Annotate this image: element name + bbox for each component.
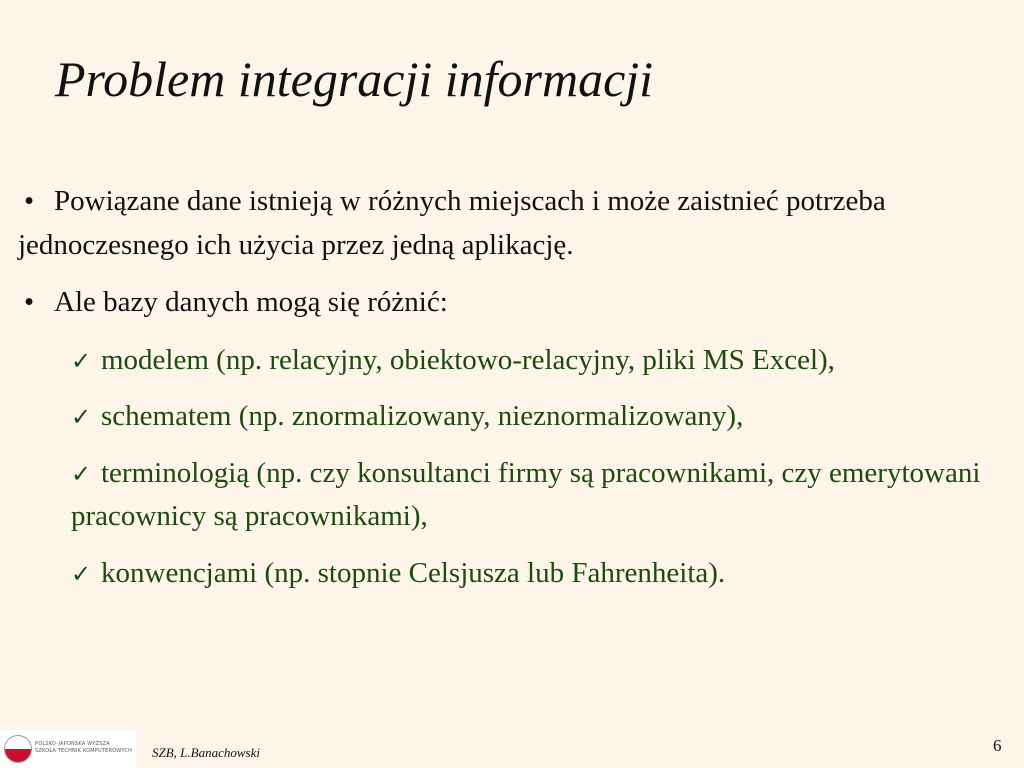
checkmark-icon: ✓ [71,459,92,488]
bullet-item [18,180,1008,267]
sub-item-text: modelem (np. relacyjny, obiektowo-relacyjny, pliki MS Excel), [101,343,835,376]
checkmark-icon: ✓ [71,346,92,375]
school-logo-text [35,741,132,755]
logo-text-line: POLSKO-JAPOŃSKA WYŻSZA [35,741,110,747]
page-number: 6 [993,736,1002,755]
sub-item-text: konwencjami (np. stopnie Celsjusza lub Fahrenheita). [101,556,726,589]
sub-list-item [71,339,1008,383]
footer-author: SZB, L.Banachowski [152,745,260,760]
bullet-text: Powiązane dane istnieją w różnych miejscach i może zaistnieć potrzeba jednoczesnego ich użycia przez jedną aplikację. [18,185,886,261]
bullet-marker: • [24,185,35,217]
slide-body [18,180,1008,608]
sub-list [18,339,1008,596]
bullet-marker: • [24,286,35,318]
sub-item-text: terminologią (np. czy konsultanci firmy są pracownikami, czy emerytowani pracownicy są pracownikami), [71,456,981,532]
sub-item-text: schematem (np. znormalizowany, nieznormalizowany), [101,400,744,432]
checkmark-icon: ✓ [71,403,92,431]
bullet-text: Ale bazy danych mogą się różnić: [54,286,448,318]
logo-text-line: SZKOŁA TECHNIK KOMPUTEROWYCH [35,748,133,754]
school-logo-icon [4,735,32,763]
sub-list-item [71,552,1008,596]
school-logo [0,730,136,768]
checkmark-icon: ✓ [71,559,92,588]
sub-list-item [71,395,1008,439]
sub-list-item [71,452,1008,539]
bullet-item [18,281,1008,325]
slide-title: Problem integracji informacji [55,51,654,107]
